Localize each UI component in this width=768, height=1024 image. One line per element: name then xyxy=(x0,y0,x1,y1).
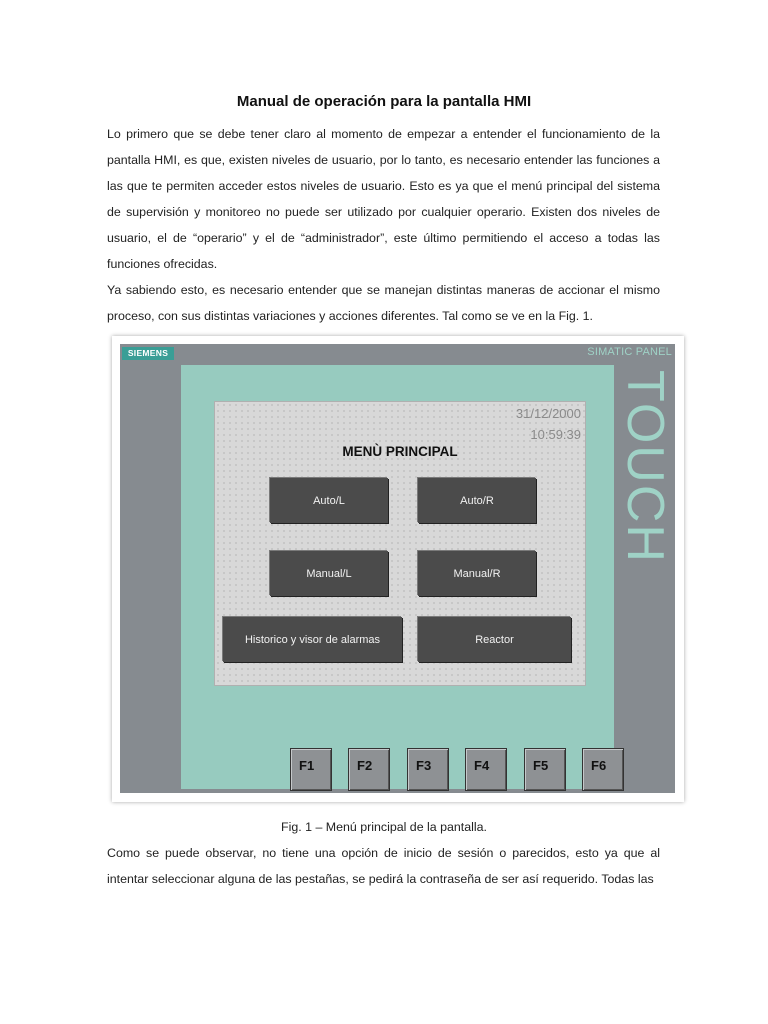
figure-hmi-panel xyxy=(112,336,684,802)
screen-date: 31/12/2000 xyxy=(515,406,581,421)
touch-label xyxy=(616,367,674,567)
siemens-logo: SIEMENS xyxy=(122,347,174,360)
touch-label-text: TOUCH xyxy=(616,370,674,564)
panel-bezel xyxy=(181,365,614,789)
manual-r-button[interactable]: Manual/R xyxy=(418,551,536,596)
function-key-f2[interactable]: F2 xyxy=(348,748,390,791)
paragraph-context: Ya sabiendo esto, es necesario entender que se manejan distintas maneras de accionar el mismo proceso, con sus distintas variaciones y acciones diferentes. Tal como se ve en la Fig. 1. xyxy=(107,283,660,323)
function-key-f1[interactable]: F1 xyxy=(290,748,332,791)
hmi-screen xyxy=(214,401,586,686)
reactor-button[interactable]: Reactor xyxy=(418,617,571,662)
function-key-f4[interactable]: F4 xyxy=(465,748,507,791)
auto-l-button[interactable]: Auto/L xyxy=(270,478,388,523)
menu-title: MENÙ PRINCIPAL xyxy=(342,444,458,459)
function-key-f6[interactable]: F6 xyxy=(582,748,624,791)
manual-l-button[interactable]: Manual/L xyxy=(270,551,388,596)
paragraph-intro: Lo primero que se debe tener claro al momento de empezar a entender el funcionamiento de la pantalla HMI, es que, existen niveles de usuario, por lo tanto, es necesario entender las funciones a las que te permiten acceder estos niveles de usuario. Esto es ya que el menú principal del sistema de supervisión y monitoreo no puede ser utilizado por cualquier operario. Existen dos niveles de usuario, el de “operario” y el de “administrador”, este último permitiendo el acceso a todas las funciones ofrecidas. xyxy=(107,127,660,271)
screen-time: 10:59:39 xyxy=(530,427,581,442)
figure-caption: Fig. 1 – Menú principal de la pantalla. xyxy=(281,820,487,834)
function-key-f3[interactable]: F3 xyxy=(407,748,449,791)
simatic-panel-label: SIMATIC PANEL xyxy=(587,346,672,358)
auto-r-button[interactable]: Auto/R xyxy=(418,478,536,523)
function-key-f5[interactable]: F5 xyxy=(524,748,566,791)
historico-alarmas-button[interactable]: Historico y visor de alarmas xyxy=(223,617,402,662)
hmi-panel-housing xyxy=(120,344,675,793)
paragraph-observation: Como se puede observar, no tiene una opción de inicio de sesión o parecidos, esto ya que al intentar seleccionar alguna de las pestañas, se pedirá la contraseña de ser así requerido. Todas las xyxy=(107,846,660,886)
page-title: Manual de operación para la pantalla HMI xyxy=(236,93,532,110)
